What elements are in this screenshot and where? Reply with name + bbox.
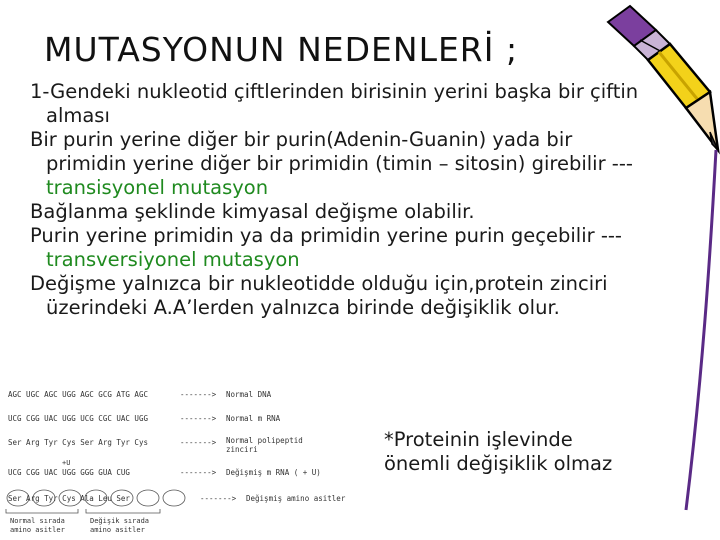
bullet-paragraph <box>30 224 655 272</box>
diagram-arrow: -------> <box>180 414 217 423</box>
footer-right-line2: amino asitler <box>90 526 145 534</box>
highlight-term: transisyonel mutasyon <box>46 176 269 199</box>
diagram-arrow: -------> <box>180 390 217 399</box>
diagram-arrow: -------> <box>180 438 217 447</box>
highlight-term: transversiyonel mutasyon <box>46 248 300 271</box>
body-text <box>30 80 655 320</box>
note-line: önemli değişiklik olmaz <box>384 452 613 475</box>
diagram-label-sub: zinciri <box>226 445 258 454</box>
paragraph-text: Bağlanma şeklinde kimyasal değişme olabilir. <box>30 200 475 223</box>
diagram-arrow: -------> <box>180 468 217 477</box>
diagram-label: Normal polipeptid <box>226 436 303 445</box>
bullet-paragraph <box>30 200 655 224</box>
footer-left-line1: Normal sırada <box>10 517 65 525</box>
slide-title: MUTASYONUN NEDENLERİ ; <box>44 30 519 69</box>
bullet-paragraph <box>30 80 655 128</box>
diagram-label: Değişmiş m RNA ( + U) <box>226 468 321 477</box>
bullet-paragraph <box>30 272 655 320</box>
footer-left-line2: amino asitler <box>10 526 65 534</box>
diagram-sequence: UCG CGG UAC UGG GGG GUA CUG <box>8 468 130 477</box>
diagram-sequence: UCG CGG UAC UGG UCG CGC UAC UGG <box>8 414 148 423</box>
paragraph-text: Değişme yalnızca bir nukleotidde olduğu için,protein zinciri üzerindeki A.A’lerden yalnızca birinde değişiklik olur. <box>30 272 608 319</box>
diagram-label: Normal DNA <box>226 390 272 399</box>
paragraph-text: Purin yerine primidin ya da primidin yerine purin geçebilir --- <box>30 224 622 247</box>
diagram-label: Normal m RNA <box>226 414 281 423</box>
diagram-label: Değişmiş amino asitler <box>246 494 346 503</box>
footer-right-line1: Değişik sırada <box>90 517 150 525</box>
paragraph-text: 1-Gendeki nukleotid çiftlerinden birisinin yerini başka bir çiftin alması <box>30 80 639 127</box>
note-line: *Proteinin işlevinde <box>384 428 573 451</box>
diagram-sequence: Ser Arg Tyr Cys Ala Leu Ser <box>8 494 130 503</box>
mutation-mark: +U <box>62 459 71 467</box>
pencil-icon <box>578 0 720 520</box>
bullet-paragraph <box>30 128 655 200</box>
diagram-sequence: Ser Arg Tyr Cys Ser Arg Tyr Cys <box>8 438 148 447</box>
diagram-arrow: -------> <box>200 494 237 503</box>
mutation-diagram <box>0 385 360 540</box>
diagram-sequence: AGC UGC AGC UGG AGC GCG ATG AGC <box>8 390 148 399</box>
paragraph-text: Bir purin yerine diğer bir purin(Adenin-Guanin) yada bir primidin yerine diğer bir primidin (timin – sitosin) girebilir --- <box>30 128 633 175</box>
